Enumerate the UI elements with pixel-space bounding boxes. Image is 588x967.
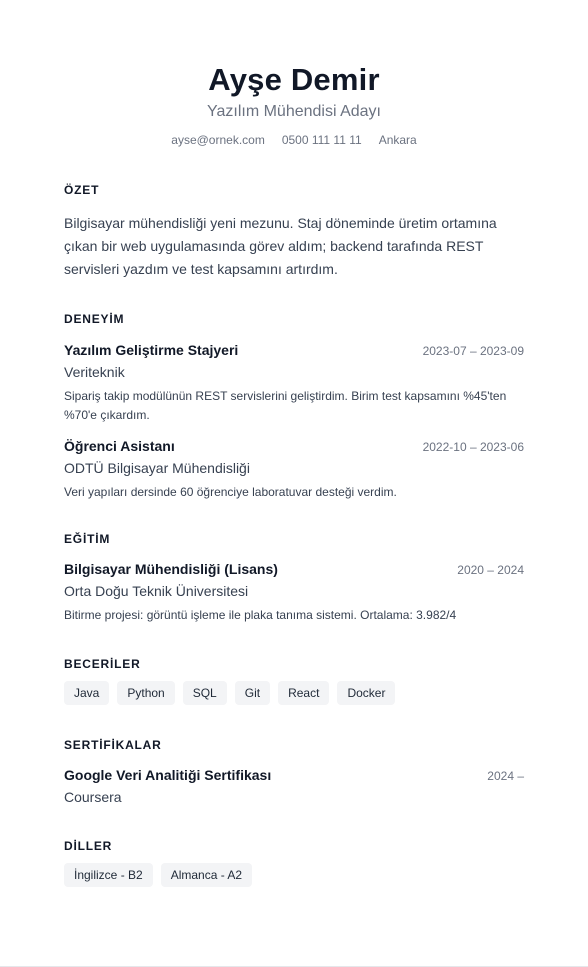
candidate-title: Yazılım Mühendisi Adayı <box>206 103 381 120</box>
skill-tag: Java <box>64 681 109 705</box>
education-date: 2020 – 2024 <box>457 563 524 577</box>
skill-tag: Docker <box>337 681 395 705</box>
candidate-name: Ayşe Demir <box>208 62 380 97</box>
languages-tag-list <box>64 863 524 887</box>
experience-role: Yazılım Geliştirme Stajyeri <box>64 342 239 358</box>
experience-date: 2023-07 – 2023-09 <box>422 344 524 358</box>
education-heading: EĞİTİM <box>64 532 111 546</box>
skills-heading: BECERİLER <box>64 657 141 671</box>
resume-header <box>64 0 524 148</box>
languages-section <box>64 838 524 887</box>
summary-heading: ÖZET <box>64 183 100 197</box>
contact-email: ayse@ornek.com <box>171 133 265 147</box>
experience-heading: DENEYİM <box>64 312 125 326</box>
certificate-entry <box>64 766 524 807</box>
contact-city: Ankara <box>378 133 417 147</box>
contact-line <box>64 132 524 148</box>
language-tag: İngilizce - B2 <box>64 863 153 887</box>
experience-company: Veriteknik <box>64 364 125 380</box>
language-tag: Almanca - A2 <box>161 863 252 887</box>
experience-section <box>64 311 524 502</box>
certificate-name: Google Veri Analitiği Sertifikası <box>64 767 272 783</box>
skill-tag: Python <box>117 681 174 705</box>
education-school: Orta Doğu Teknik Üniversitesi <box>64 583 249 599</box>
education-section <box>64 531 524 625</box>
experience-entry <box>64 341 524 425</box>
education-description: Bitirme projesi: görüntü işleme ile plaka tanıma sistemi. Ortalama: 3.982/4 <box>64 608 457 622</box>
certificates-section <box>64 737 524 807</box>
experience-date: 2022-10 – 2023-06 <box>422 440 524 454</box>
experience-company: ODTÜ Bilgisayar Mühendisliği <box>64 460 250 476</box>
experience-description: Veri yapıları dersinde 60 öğrenciye laboratuvar desteği verdim. <box>64 485 397 499</box>
contact-phone: 0500 111 11 11 <box>281 133 362 147</box>
certificate-issuer: Coursera <box>64 789 122 805</box>
languages-heading: DİLLER <box>64 839 113 853</box>
skills-section <box>64 656 524 705</box>
skill-tag: SQL <box>183 681 227 705</box>
education-entry <box>64 560 524 625</box>
certificate-date: 2024 – <box>487 769 524 783</box>
summary-text: Bilgisayar mühendisliği yeni mezunu. Staj döneminde üretim ortamına çıkan bir web uygulamasında görev aldım; backend tarafında REST servisleri yazdım ve test kapsamını artırdım. <box>64 215 497 277</box>
certificates-heading: SERTİFİKALAR <box>64 738 162 752</box>
education-degree: Bilgisayar Mühendisliği (Lisans) <box>64 561 278 577</box>
skill-tag: Git <box>235 681 270 705</box>
summary-section <box>64 182 524 281</box>
experience-role: Öğrenci Asistanı <box>64 438 175 454</box>
skills-tag-list <box>64 681 524 705</box>
experience-description: Sipariş takip modülünün REST servislerini geliştirdim. Birim test kapsamını %45'ten %70'e çıkardım. <box>64 389 507 422</box>
experience-entry <box>64 437 524 502</box>
skill-tag: React <box>278 681 329 705</box>
